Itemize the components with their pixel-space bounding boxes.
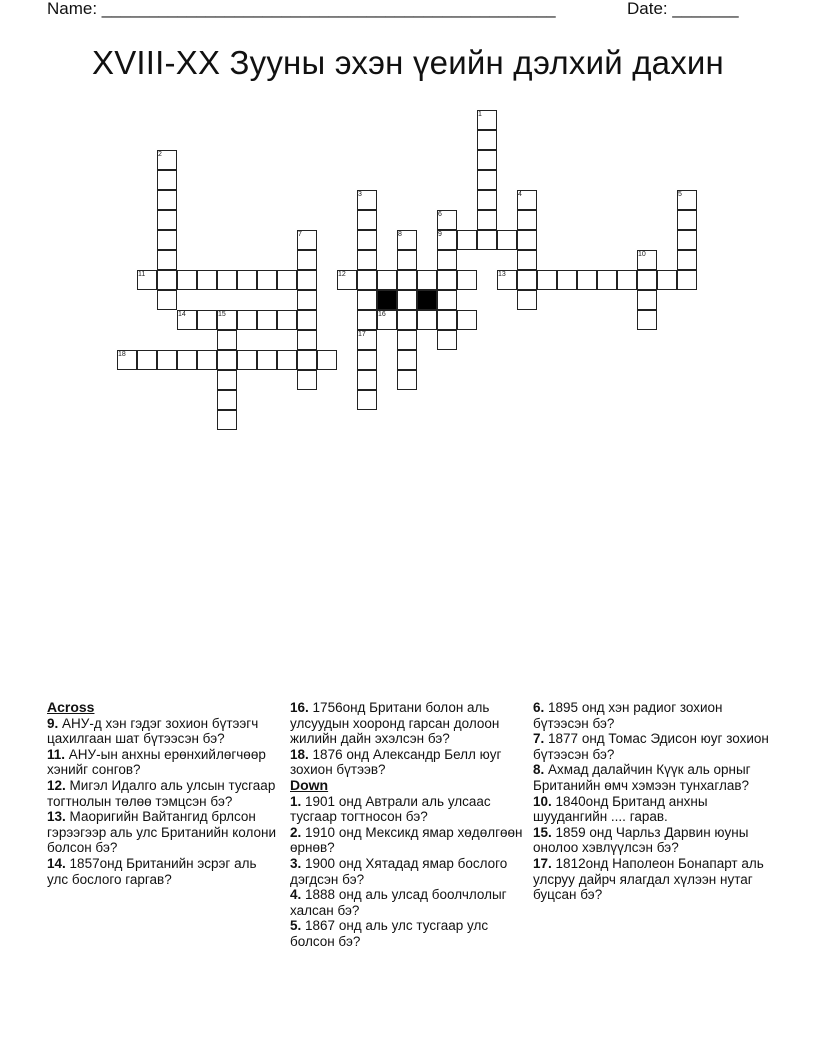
crossword-cell[interactable] — [617, 270, 637, 290]
crossword-cell[interactable] — [317, 350, 337, 370]
crossword-cell[interactable] — [677, 230, 697, 250]
crossword-cell[interactable] — [537, 270, 557, 290]
crossword-cell[interactable] — [557, 270, 577, 290]
crossword-cell[interactable] — [157, 170, 177, 190]
crossword-cell[interactable] — [297, 350, 317, 370]
clue-text: 1876 онд Александр Белл юуг зохион бүтээв? — [290, 746, 502, 778]
crossword-cell[interactable] — [197, 270, 217, 290]
grid-clue-number: 5 — [678, 191, 682, 198]
across-heading: Across — [47, 699, 95, 715]
grid-clue-number: 8 — [398, 231, 402, 238]
crossword-cell[interactable] — [217, 330, 237, 350]
crossword-cell[interactable] — [397, 350, 417, 370]
page-title: XVIII-XX Зууны эхэн үеийн дэлхий дахин — [92, 44, 724, 81]
crossword-cell[interactable] — [357, 350, 377, 370]
grid-clue-number: 15 — [218, 311, 226, 318]
clue-number: 12. — [47, 777, 66, 793]
crossword-cell[interactable] — [257, 310, 277, 330]
crossword-cell[interactable] — [357, 270, 377, 290]
clue-text: 1840онд Британд анхны шуудангийн .... гарав. — [533, 793, 708, 825]
crossword-cell[interactable] — [357, 390, 377, 410]
clue-item — [533, 794, 773, 825]
clue-number: 15. — [533, 824, 552, 840]
clue-item — [290, 918, 526, 949]
grid-clue-number: 13 — [498, 271, 506, 278]
crossword-cell[interactable] — [297, 370, 317, 390]
clue-number: 16. — [290, 700, 309, 715]
clue-item — [290, 700, 526, 747]
crossword-cell[interactable] — [157, 230, 177, 250]
crossword-cell[interactable] — [357, 210, 377, 230]
crossword-cell[interactable] — [357, 250, 377, 270]
name-field-label: Name: ________________________________________________ — [47, 0, 556, 18]
crossword-cell[interactable] — [597, 270, 617, 290]
clue-item — [290, 794, 526, 825]
crossword-cell[interactable] — [217, 390, 237, 410]
grid-clue-number: 10 — [638, 251, 646, 258]
clue-text: Мигэл Идалго аль улсын тусгаар тогтнолын төлөө тэмцсэн бэ? — [47, 777, 276, 809]
clue-item — [290, 887, 526, 918]
crossword-cell[interactable] — [417, 310, 437, 330]
crossword-cell[interactable] — [417, 270, 437, 290]
crossword-cell[interactable] — [457, 270, 477, 290]
crossword-cell[interactable] — [397, 250, 417, 270]
clue-text: 1888 онд аль улсад боолчлолыг халсан бэ? — [290, 887, 507, 918]
crossword-cell[interactable] — [217, 370, 237, 390]
clue-item — [47, 716, 277, 747]
crossword-cell[interactable] — [657, 270, 677, 290]
clue-number: 18. — [290, 746, 309, 762]
crossword-cell[interactable] — [237, 310, 257, 330]
clue-text: АНУ-д хэн гэдэг зохион бүтээгч цахилгаан шат бүтээсэн бэ? — [47, 715, 259, 747]
clue-text: 1900 онд Хятадад ямар бослого дэгдсэн бэ? — [290, 855, 508, 887]
clue-number: 8. — [533, 762, 545, 778]
crossword-cell[interactable] — [397, 310, 417, 330]
clue-item — [533, 856, 773, 903]
grid-clue-number: 9 — [438, 231, 442, 238]
clue-number: 6. — [533, 700, 545, 715]
clue-number: 5. — [290, 918, 302, 934]
clue-number: 1. — [290, 793, 302, 809]
crossword-cell[interactable] — [477, 150, 497, 170]
clue-number: 14. — [47, 855, 66, 871]
clue-text: 1901 онд Автрали аль улсаас тусгаар тогтносон бэ? — [290, 793, 491, 825]
crossword-cell[interactable] — [157, 290, 177, 310]
crossword-black-cell — [417, 290, 437, 310]
crossword-cell[interactable] — [237, 350, 257, 370]
clues-column-2 — [290, 700, 526, 950]
grid-clue-number: 16 — [378, 311, 386, 318]
crossword-cell[interactable] — [477, 190, 497, 210]
crossword-cell[interactable] — [257, 350, 277, 370]
clue-text: АНУ-ын анхны ерөнхийлөгчөөр хэнийг сонгов? — [47, 746, 266, 778]
clue-number: 13. — [47, 809, 66, 825]
crossword-cell[interactable] — [177, 270, 197, 290]
crossword-cell[interactable] — [237, 270, 257, 290]
clue-number: 7. — [533, 731, 545, 747]
clue-number: 17. — [533, 855, 552, 871]
clue-text: 1910 онд Мексикд ямар хөдөлгөөн өрнөв? — [290, 824, 523, 856]
crossword-cell[interactable] — [437, 290, 457, 310]
crossword-cell[interactable] — [377, 270, 397, 290]
crossword-cell[interactable] — [357, 310, 377, 330]
crossword-cell[interactable] — [437, 250, 457, 270]
crossword-cell[interactable] — [517, 270, 537, 290]
clue-number: 10. — [533, 793, 552, 809]
crossword-cell[interactable] — [577, 270, 597, 290]
crossword-cell[interactable] — [517, 210, 537, 230]
crossword-cell[interactable] — [297, 330, 317, 350]
crossword-cell[interactable] — [397, 270, 417, 290]
clues-column-3 — [533, 700, 773, 903]
date-field-label: Date: _______ — [627, 0, 739, 18]
clue-item — [533, 762, 773, 793]
crossword-cell[interactable] — [397, 290, 417, 310]
crossword-cell[interactable] — [217, 410, 237, 430]
clue-item — [290, 856, 526, 887]
clue-item — [47, 809, 277, 856]
crossword-cell[interactable] — [517, 290, 537, 310]
grid-clue-number: 4 — [518, 191, 522, 198]
crossword-cell[interactable] — [437, 310, 457, 330]
clue-number: 11. — [47, 746, 66, 762]
clue-text: 1859 онд Чарльз Дарвин юуны онолоо хэвлүүлсэн бэ? — [533, 824, 749, 856]
clue-number: 4. — [290, 887, 302, 903]
crossword-cell[interactable] — [157, 210, 177, 230]
crossword-cell[interactable] — [637, 290, 657, 310]
clue-item — [533, 731, 773, 762]
crossword-cell[interactable] — [217, 350, 237, 370]
crossword-cell[interactable] — [457, 310, 477, 330]
grid-clue-number: 14 — [178, 311, 186, 318]
clue-item — [533, 825, 773, 856]
clue-number: 9. — [47, 715, 59, 731]
crossword-cell[interactable] — [297, 290, 317, 310]
crossword-cell[interactable] — [457, 230, 477, 250]
crossword-cell[interactable] — [357, 290, 377, 310]
crossword-cell[interactable] — [197, 310, 217, 330]
crossword-cell[interactable] — [277, 270, 297, 290]
crossword-black-cell — [377, 290, 397, 310]
grid-clue-number: 18 — [118, 351, 126, 358]
crossword-grid — [0, 0, 816, 440]
clue-text: 1756онд Британи болон аль улсуудын хооронд гарсан долоон жилийн дайн эхэлсэн бэ? — [290, 700, 500, 747]
crossword-cell[interactable] — [477, 210, 497, 230]
crossword-cell[interactable] — [437, 330, 457, 350]
clue-text: Маоригийн Вайтангид брлсон гэрээгээр аль улс Британийн колони болсон бэ? — [47, 809, 277, 856]
crossword-cell[interactable] — [477, 170, 497, 190]
grid-clue-number: 3 — [358, 191, 362, 198]
clue-item — [47, 856, 277, 887]
crossword-cell[interactable] — [177, 350, 197, 370]
crossword-cell[interactable] — [437, 270, 457, 290]
clue-number: 3. — [290, 855, 302, 871]
clue-item — [47, 747, 277, 778]
crossword-cell[interactable] — [297, 270, 317, 290]
crossword-cell[interactable] — [277, 350, 297, 370]
crossword-cell[interactable] — [677, 270, 697, 290]
grid-clue-number: 11 — [138, 271, 146, 278]
crossword-cell[interactable] — [297, 250, 317, 270]
crossword-cell[interactable] — [277, 310, 297, 330]
crossword-cell[interactable] — [197, 350, 217, 370]
crossword-cell[interactable] — [497, 230, 517, 250]
crossword-cell[interactable] — [677, 210, 697, 230]
clue-item — [533, 700, 773, 731]
clue-item — [47, 778, 277, 809]
crossword-cell[interactable] — [477, 130, 497, 150]
crossword-cell[interactable] — [477, 230, 497, 250]
grid-clue-number: 6 — [438, 211, 442, 218]
crossword-cell[interactable] — [637, 270, 657, 290]
crossword-cell[interactable] — [157, 350, 177, 370]
grid-clue-number: 7 — [298, 231, 302, 238]
crossword-cell[interactable] — [357, 230, 377, 250]
clue-text: 1877 онд Томас Эдисон юуг зохион бүтээсэн бэ? — [533, 731, 769, 762]
crossword-cell[interactable] — [637, 310, 657, 330]
clue-text: 1812онд Наполеон Бонапарт аль улсруу дайрч ялагдал хүлээн нутаг буцсан бэ? — [533, 855, 764, 903]
grid-clue-number: 2 — [158, 151, 162, 158]
grid-clue-number: 17 — [358, 331, 366, 338]
crossword-cell[interactable] — [257, 270, 277, 290]
crossword-cell[interactable] — [397, 330, 417, 350]
crossword-cell[interactable] — [677, 250, 697, 270]
clue-item — [290, 747, 526, 778]
crossword-cell[interactable] — [157, 250, 177, 270]
clue-text: 1857онд Британийн эсрэг аль улс бослого гаргав? — [47, 855, 257, 887]
clue-text: 1867 онд аль улс тусгаар улс болсон бэ? — [290, 918, 489, 949]
clues-column-1 — [47, 700, 277, 887]
crossword-cell[interactable] — [137, 350, 157, 370]
grid-clue-number: 1 — [478, 111, 482, 118]
clue-text: 1895 онд хэн радиог зохион бүтээсэн бэ? — [533, 700, 723, 731]
crossword-cell[interactable] — [297, 310, 317, 330]
crossword-cell[interactable] — [157, 190, 177, 210]
crossword-cell[interactable] — [157, 270, 177, 290]
crossword-cell[interactable] — [357, 370, 377, 390]
crossword-cell[interactable] — [517, 230, 537, 250]
crossword-cell[interactable] — [217, 270, 237, 290]
grid-clue-number: 12 — [338, 271, 346, 278]
clue-number: 2. — [290, 824, 302, 840]
clue-text: Ахмад далайчин Күүк аль орныг Британийн өмч хэмээн тунхаглав? — [533, 762, 751, 793]
crossword-cell[interactable] — [517, 250, 537, 270]
clue-item — [290, 825, 526, 856]
crossword-cell[interactable] — [397, 370, 417, 390]
down-heading: Down — [290, 776, 329, 793]
